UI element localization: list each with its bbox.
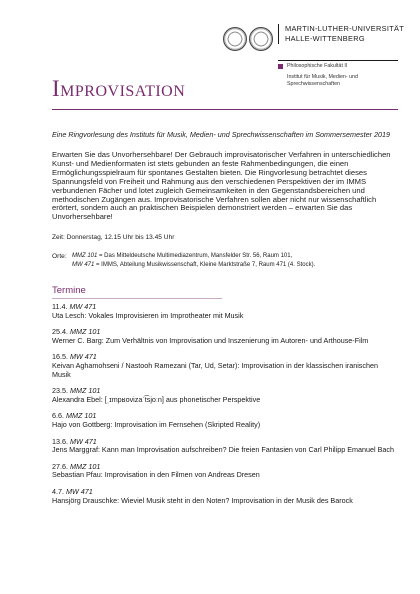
event-title: Keivan Aghamohseni / Nastooh Ramezani (Tar, Ud, Setar): Improvisation in der klassischen iranischen Musik	[52, 360, 378, 379]
place-description: = Das Mitteldeutsche Multimediazentrum, Mansfelder Str. 56, Raum 101,	[99, 253, 293, 259]
faculty-name: Philosophische Fakultät II	[287, 63, 348, 69]
event-list	[52, 303, 397, 513]
page-title: Improvisation	[52, 76, 186, 101]
event-room: MW 471	[66, 486, 93, 496]
event-room: MMZ 101	[70, 327, 101, 337]
faculty-block	[287, 63, 407, 88]
institute-line-1: Institut für Musik, Medien- und	[287, 74, 358, 80]
dates-divider	[52, 298, 222, 299]
event-item	[52, 463, 397, 480]
event-date: 27.6.	[52, 461, 68, 471]
event-room: MW 471	[69, 302, 97, 311]
event-item	[52, 353, 397, 379]
event-date: 23.5.	[52, 386, 68, 396]
place-line	[72, 252, 402, 261]
dates-heading: Termine	[52, 285, 86, 296]
event-title: Werner C. Barg: Zum Verhältnis von Improvisation und Inszenierung im Autoren- und Arthouse-Film	[52, 335, 369, 345]
event-item	[52, 412, 397, 429]
event-title: Jens Marggraf: Kann man Improvisation aufschreiben? Die freien Fantasien von Carl Philipp Emanuel Bach	[52, 445, 394, 455]
event-item	[52, 328, 397, 345]
header-divider	[278, 60, 398, 61]
university-name	[278, 24, 405, 44]
places-list	[72, 252, 402, 270]
faculty-marker-icon	[278, 64, 283, 69]
event-date: 11.4.	[52, 302, 68, 311]
university-name-line-2: HALLE-WITTENBERG	[285, 34, 365, 43]
event-room: MMZ 101	[66, 411, 97, 421]
university-seal-right-icon	[249, 27, 273, 51]
event-room: MMZ 101	[70, 461, 101, 471]
event-item	[52, 488, 397, 505]
event-title: Uta Lesch: Vokales Improvisieren im Improtheater mit Musik	[52, 310, 244, 320]
university-name-line-1: MARTIN-LUTHER-UNIVERSITÄT	[285, 24, 405, 33]
event-room: MMZ 101	[70, 386, 101, 396]
time-info	[52, 233, 398, 242]
event-date: 25.4.	[52, 327, 68, 337]
place-line	[72, 261, 402, 270]
subtitle: Eine Ringvorlesung des Instituts für Musik, Medien- und Sprechwissenschaften im Sommersemester 2019	[52, 130, 390, 139]
event-date: 13.6.	[52, 436, 68, 446]
event-room: MW 471	[70, 352, 97, 362]
intro-paragraph: Erwarten Sie das Unvorhersehbare! Der Gebrauch improvisatorischer Verfahren in unterschiedlichen Kunst- und Medienformaten ist stets gebunden an feste Rahmenbedingungen, die einen Ermöglichungsspielraum für spontanes Gestalten bieten. Die Ringvorlesung betrachtet dieses Spannungsfeld von Freiheit und Rahmung aus den verschiedenen Perspektiven der im IMMS verbundenen Fächer und lotet zugleich Gemeinsamkeiten in den Gegenstandsbereichen und methodischen Zugängen aus. Improvisatorische Verfahren sollen aber nicht nur wissenschaftlich erörtert, sondern auch an praktischen Beispielen demonstriert werden – erwarten Sie das Unvorhersehbare!	[52, 150, 391, 222]
event-date: 6.6.	[52, 411, 64, 421]
place-code: MMZ 101	[72, 253, 98, 259]
event-date: 4.7.	[52, 486, 64, 496]
institute-line-2: Sprechwissenschaften	[287, 81, 340, 87]
university-seal-left-icon	[223, 27, 247, 51]
time-value: Donnerstag, 12.15 Uhr bis 13.45 Uhr	[66, 234, 175, 241]
event-title: Hajo von Gottberg: Improvisation im Fernsehen (Skripted Reality)	[52, 419, 261, 429]
place-code: MW 471	[72, 262, 95, 268]
event-date: 16.5.	[52, 352, 68, 362]
event-item	[52, 387, 397, 404]
title-divider	[52, 109, 398, 110]
event-title: Sebastian Pfau: Improvisation in den Filmen von Andreas Dresen	[52, 470, 260, 480]
event-item	[52, 438, 397, 455]
places-label: Orte:	[52, 253, 67, 260]
place-description: = IMMS, Abteilung Musikwissenschaft, Kleine Marktstraße 7, Raum 471 (4. Stock).	[96, 262, 316, 268]
event-item	[52, 303, 397, 320]
time-label: Zeit:	[52, 234, 65, 241]
event-title: Hansjörg Drauschke: Wieviel Musik steht in den Noten? Improvisation in der Musik des Barock	[52, 495, 353, 505]
event-room: MW 471	[70, 436, 97, 446]
event-title: Alexandra Ebel: [ˌɪmpʁovizaˈt͡si̯oːn] aus phonetischer Perspektive	[52, 394, 261, 404]
